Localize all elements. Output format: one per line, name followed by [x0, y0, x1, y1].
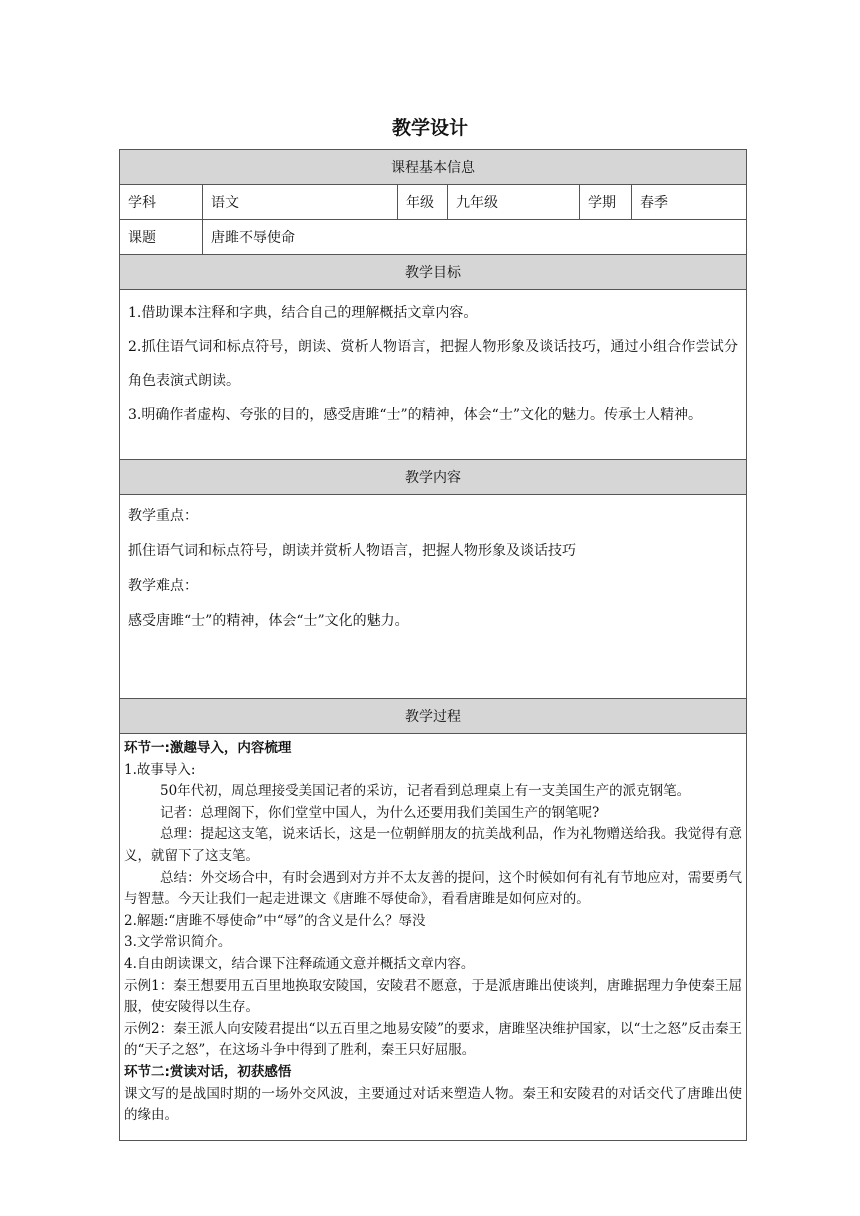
- objectives-body: [120, 290, 746, 460]
- process-header: 教学过程: [120, 699, 746, 734]
- objective-item: 1.借助课本注释和字典，结合自己的理解概括文章内容。: [128, 305, 478, 321]
- topic-label: 课题: [120, 220, 203, 254]
- objectives-header: 教学目标: [120, 255, 746, 290]
- key-points-label: 教学重点：: [128, 508, 198, 524]
- page-title: 教学设计: [391, 117, 468, 139]
- subject-label: 学科: [120, 185, 203, 219]
- grade-label: 年级: [398, 185, 448, 219]
- objective-item: 3.明确作者虚构、夸张的目的，感受唐雎“士”的精神，体会“士”文化的魅力。传承士人精神。: [128, 407, 702, 423]
- subject-grade-term-row: [120, 185, 746, 220]
- difficulty-text: 感受唐雎“士”的精神，体会“士”文化的魅力。: [128, 613, 409, 629]
- difficulty-label: 教学难点：: [128, 578, 198, 594]
- term-value: 春季: [640, 195, 668, 211]
- grade-value: 九年级: [448, 185, 580, 219]
- process-line: 4.自由朗读课文，结合课下注释疏通文意并概括文章内容。: [124, 955, 475, 972]
- stage1-title: 环节一:激趣导入，内容梳理: [124, 740, 292, 756]
- lesson-plan-table: [119, 149, 747, 1141]
- stage2-title: 环节二:赏读对话，初获感悟: [124, 1063, 292, 1080]
- process-line: 总结：外交场合中，有时会遇到对方并不太友善的提问，这个时候如何有礼有节地应对，需要勇气与智慧。今天让我们一起走进课文《唐雎不辱使命》，看看唐雎是如何应对的。: [124, 869, 742, 908]
- stage2-text: 课文写的是战国时期的一场外交风波，主要通过对话来塑造人物。秦王和安陵君的对话交代了唐雎出使的缘由。: [124, 1085, 742, 1124]
- process-line: 示例1：秦王想要用五百里地换取安陵国，安陵君不愿意，于是派唐雎出使谈判，唐雎据理力争使秦王屈服，使安陵得以生存。: [124, 977, 742, 1016]
- process-line: 1.故事导入:: [124, 761, 196, 778]
- process-line: 2.解题:“唐雎不辱使命”中“辱”的含义是什么？辱没: [124, 912, 426, 929]
- key-points-text: 抓住语气词和标点符号，朗读并赏析人物语言，把握人物形象及谈话技巧: [128, 543, 576, 559]
- process-line: 示例2：秦王派人向安陵君提出“以五百里之地易安陵”的要求，唐雎坚决维护国家，以“士之怒”反击秦王的“天子之怒”，在这场斗争中得到了胜利，秦王只好屈服。: [124, 1020, 742, 1059]
- objective-item: 2.抓住语气词和标点符号，朗读、赏析人物语言，把握人物形象及谈话技巧，通过小组合作尝试分角色表演式朗读。: [128, 339, 738, 389]
- process-line: 记者：总理阁下，你们堂堂中国人，为什么还要用我们美国生产的钢笔呢?: [160, 804, 600, 821]
- subject-value: 语文: [203, 185, 398, 219]
- topic-row: [120, 220, 746, 255]
- content-header: 教学内容: [120, 460, 746, 495]
- term-label: 学期: [580, 185, 632, 219]
- topic-value: 唐雎不辱使命: [211, 230, 295, 246]
- process-line: 总理：提起这支笔，说来话长，这是一位朝鲜朋友的抗美战利品，作为礼物赠送给我。我觉得有意义，就留下了这支笔。: [124, 826, 742, 864]
- process-line: 3.文学常识简介。: [124, 934, 232, 951]
- basic-info-header: 课程基本信息: [120, 150, 746, 185]
- process-line: 50年代初，周总理接受美国记者的采访，记者看到总理桌上有一支美国生产的派克钢笔。: [160, 783, 691, 800]
- content-body: [120, 495, 746, 699]
- process-body: [120, 734, 746, 1140]
